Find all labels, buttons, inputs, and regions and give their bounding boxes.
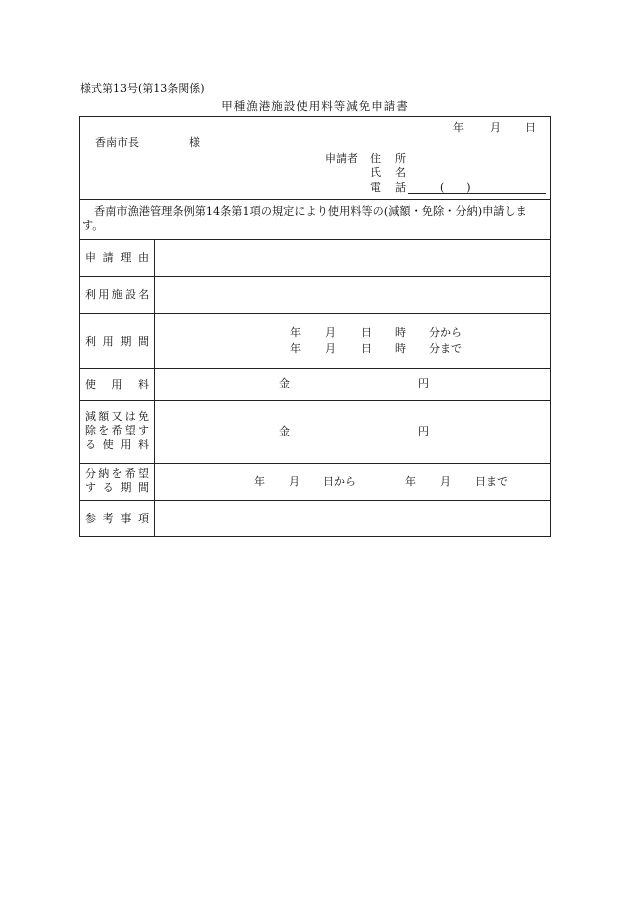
divider [79, 276, 551, 277]
divider [79, 400, 551, 401]
period-to-hour: 時 [395, 342, 406, 355]
reduction-label-line-1: 減額又は免 [85, 410, 149, 423]
installment-to-month: 月 [440, 475, 451, 488]
divider [79, 368, 551, 369]
column-divider [154, 239, 155, 537]
divider [79, 199, 551, 200]
phone-label-1: 電 [370, 181, 381, 194]
period-from-hour: 時 [395, 326, 406, 339]
form-table [79, 116, 551, 537]
period-to-month: 月 [325, 342, 336, 355]
reason-label: 申請理由 [85, 251, 149, 264]
fee-yen: 円 [418, 377, 429, 390]
installment-to-year: 年 [405, 475, 416, 488]
date-day-label: 日 [525, 121, 536, 134]
notes-label: 参考事項 [85, 512, 149, 525]
fee-label: 使用料 [85, 378, 149, 391]
divider [79, 463, 551, 464]
reduction-label-line-3: る使用料 [85, 438, 149, 451]
reduction-label-line-2: 除を希望す [85, 424, 149, 437]
address-label-1: 住 [370, 152, 381, 165]
phone-underline [408, 193, 546, 194]
installment-from-year: 年 [254, 475, 265, 488]
phone-area-code-paren: ( ) [440, 181, 471, 194]
reduction-yen: 円 [418, 425, 429, 438]
period-label: 利用期間 [85, 335, 149, 348]
period-to-suffix: 分まで [429, 342, 462, 355]
divider [79, 239, 551, 240]
applicant-label: 申請者 [325, 152, 358, 165]
reduction-label [85, 410, 149, 452]
statement-line-2: す。 [82, 219, 104, 232]
period-from-year: 年 [290, 326, 301, 339]
installment-label-line-1: 分納を希望 [85, 467, 149, 480]
period-from-month: 月 [325, 326, 336, 339]
divider [79, 313, 551, 314]
period-from-suffix: 分から [429, 326, 462, 339]
form-number: 様式第13号(第13条関係) [80, 82, 205, 95]
installment-from-month: 月 [289, 475, 300, 488]
form-title: 甲種漁港施設使用料等減免申請書 [221, 99, 409, 113]
date-month-label: 月 [490, 121, 501, 134]
facility-label: 利用施設名 [85, 288, 149, 301]
installment-label-line-2: する期間 [85, 481, 149, 494]
divider [79, 500, 551, 501]
reduction-kin: 金 [279, 425, 290, 438]
installment-to-suffix: 日まで [475, 475, 508, 488]
name-label-1: 氏 [370, 166, 381, 179]
installment-label [85, 467, 149, 495]
installment-from-suffix: 日から [323, 475, 356, 488]
honorific: 様 [189, 136, 200, 149]
statement-line-1: 香南市漁港管理条例第14条第1項の規定により使用料等の(減額・免除・分納)申請しま [94, 205, 527, 218]
date-year-label: 年 [453, 121, 464, 134]
period-to-year: 年 [290, 342, 301, 355]
period-to-day: 日 [361, 342, 372, 355]
period-from-day: 日 [361, 326, 372, 339]
addressee: 香南市長 [95, 136, 139, 149]
address-label-2: 所 [395, 152, 406, 165]
fee-kin: 金 [279, 377, 290, 390]
name-label-2: 名 [395, 166, 406, 179]
phone-label-2: 話 [395, 181, 406, 194]
